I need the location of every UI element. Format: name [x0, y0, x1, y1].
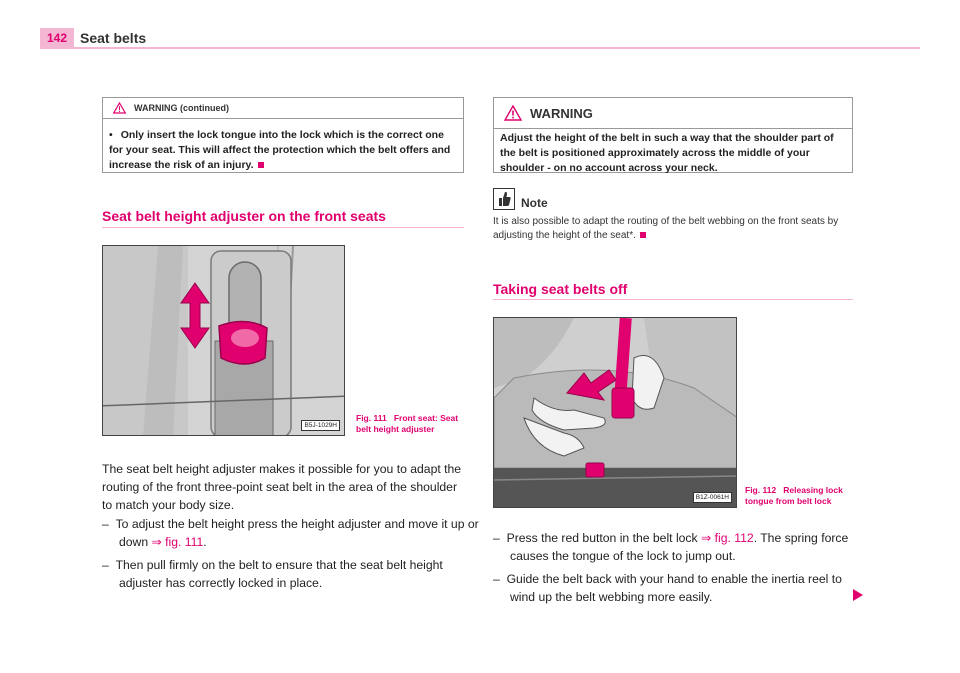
- section-rule: [493, 299, 853, 300]
- step-dash: –: [102, 558, 109, 572]
- next-page-arrow-icon[interactable]: [852, 588, 864, 602]
- section-title-height-adjuster: Seat belt height adjuster on the front seats: [102, 208, 386, 224]
- height-adjuster-illustration: [103, 246, 345, 436]
- warning-continued-text-block: [103, 119, 463, 173]
- note-text-block: [493, 215, 853, 243]
- step-text: Guide the belt back with your hand to enable the inertia reel to wind up the belt webbing more easily.: [506, 572, 842, 604]
- step-pull-belt: [102, 556, 481, 592]
- section-title-taking-belts-off: Taking seat belts off: [493, 281, 628, 297]
- figure-111-caption: [356, 413, 464, 435]
- fig-111-link[interactable]: ⇒ fig. 111: [151, 535, 204, 549]
- warning-triangle-icon: [113, 102, 126, 114]
- end-marker-icon: [640, 232, 646, 238]
- step-text: Then pull firmly on the belt to ensure that the seat belt height adjuster has correctly locked in place.: [115, 558, 443, 590]
- warning-continued-text: Only insert the lock tongue into the lock which is the correct one for your seat. This will affect the protection which the belt offers and increase the risk of an injury.: [109, 129, 451, 171]
- step-guide-belt: [493, 570, 870, 606]
- warning-box: [493, 97, 853, 173]
- fig-112-link[interactable]: ⇒ fig. 112: [701, 531, 754, 545]
- figure-111-caption-text: Front seat: Seat belt height adjuster: [356, 413, 459, 434]
- step-press-red-button: [493, 529, 870, 565]
- header-rule: [40, 47, 920, 49]
- warning-heading: WARNING: [530, 105, 593, 121]
- note-icon: [493, 188, 515, 210]
- note-heading-row: [493, 188, 548, 210]
- belt-release-illustration: [494, 318, 737, 508]
- step-adjust-height: [102, 515, 481, 551]
- warning-continued-box: [102, 97, 464, 173]
- figure-111-image: [102, 245, 345, 436]
- step-dash: –: [493, 572, 500, 586]
- figure-112-label: Fig. 112: [745, 485, 777, 495]
- figure-112-code: B1Z-0061H: [693, 492, 732, 503]
- warning-header: [494, 98, 852, 129]
- step-tail: . The spring force causes the tongue of the lock to jump out.: [510, 531, 849, 563]
- step-dash: –: [493, 531, 500, 545]
- note-text: It is also possible to adapt the routing of the belt webbing on the front seats by adjusting the height of the seat*.: [493, 216, 839, 241]
- warning-continued-heading: WARNING (continued): [134, 103, 229, 113]
- figure-112-caption: [745, 485, 855, 507]
- warning-triangle-icon: [504, 105, 522, 121]
- warning-text: Adjust the height of the belt in such a way that the shoulder part of the belt is positioned approximately across the middle of your shoulder - on no account across your neck.: [500, 132, 834, 174]
- warning-continued-header: [103, 98, 463, 119]
- figure-112-image: [493, 317, 737, 508]
- step-dash: –: [102, 517, 109, 531]
- bullet: •: [109, 129, 113, 141]
- running-header-title: Seat belts: [80, 30, 147, 46]
- end-marker-icon: [258, 162, 264, 168]
- note-heading: Note: [521, 196, 548, 210]
- step-text: Press the red button in the belt lock: [506, 531, 698, 545]
- section-rule: [102, 227, 464, 228]
- step-tail: .: [203, 535, 207, 549]
- step-text: To adjust the belt height press the height adjuster and move it up or down: [115, 517, 479, 549]
- figure-112-caption-text: Releasing lock tongue from belt lock: [745, 485, 843, 506]
- figure-111-label: Fig. 111: [356, 413, 387, 423]
- figure-111-code: B5J-1029H: [301, 420, 340, 431]
- page-number: 142: [40, 28, 74, 48]
- height-adjuster-intro: The seat belt height adjuster makes it possible for you to adapt the routing of the front three-point seat belt in the area of the shoulder to match your body size.: [102, 462, 462, 512]
